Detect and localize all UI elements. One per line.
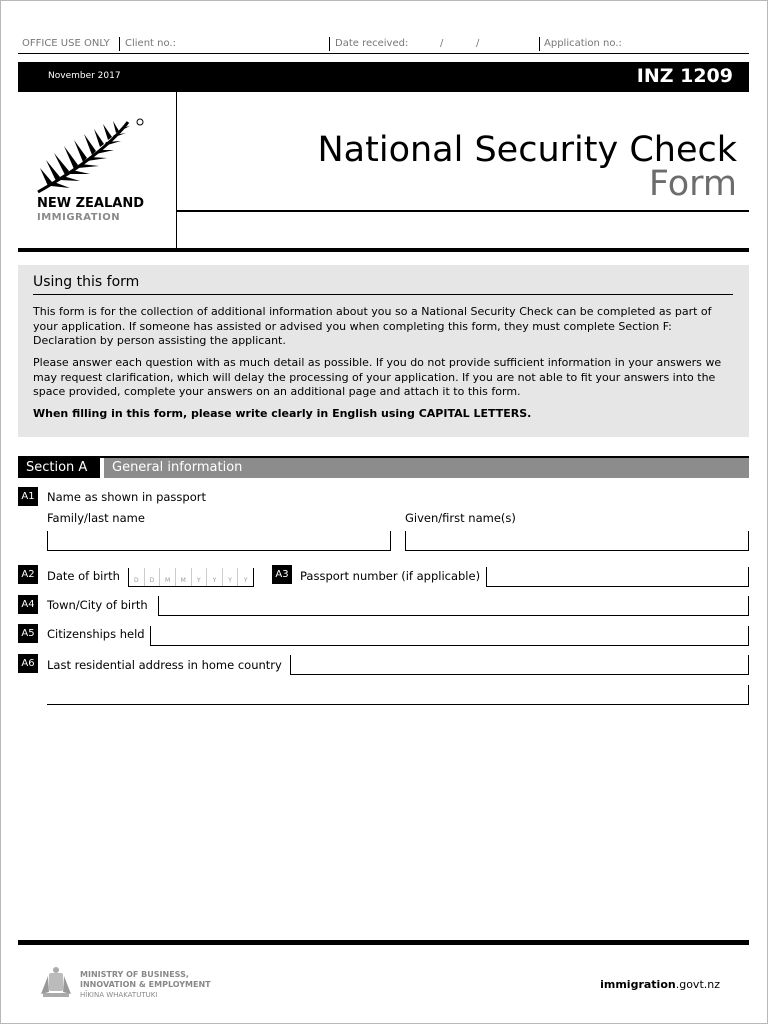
- website-bold: immigration: [600, 978, 676, 991]
- logo-immigration: IMMIGRATION: [37, 212, 121, 223]
- application-no-label: Application no.:: [544, 38, 622, 49]
- town-city-of-birth-field[interactable]: [158, 596, 749, 616]
- dob-day-digit-1[interactable]: D: [129, 568, 145, 586]
- question-number-a5: A5: [18, 624, 38, 643]
- page-title: National Security Check: [317, 130, 737, 170]
- question-number-a6: A6: [18, 654, 38, 673]
- ministry-line-1: MINISTRY OF BUSINESS,: [80, 970, 189, 979]
- dob-month-digit-2[interactable]: M: [176, 568, 192, 586]
- dob-day-digit-2[interactable]: D: [145, 568, 161, 586]
- passport-number-field[interactable]: [486, 567, 749, 587]
- intro-paragraph-1: This form is for the collection of additional information about you so a National Security Check can be completed as part of your application. If someone has assisted or advised you when completing this form, they must complete Section F: Declaration by person assisting the applicant.: [33, 305, 712, 347]
- given-name-label: Given/first name(s): [405, 511, 516, 525]
- office-use-strip: [18, 37, 749, 54]
- office-separator: [539, 37, 540, 51]
- using-this-form-panel: [18, 265, 749, 437]
- dob-month-digit-1[interactable]: M: [160, 568, 176, 586]
- logo-new-zealand: NEW ZEALAND: [37, 196, 145, 211]
- ministry-line-3: HĪKINA WHAKATUTUKI: [80, 991, 158, 999]
- intro-paragraph-3: When filling in this form, please write clearly in English using CAPITAL LETTERS.: [33, 407, 532, 420]
- footer-rule: [18, 940, 749, 945]
- office-separator: [119, 37, 120, 51]
- coat-of-arms-icon: [38, 966, 74, 1000]
- question-label-a5: Citizenships held: [47, 627, 145, 641]
- question-number-a3: A3: [272, 565, 292, 584]
- question-label-a3: Passport number (if applicable): [300, 569, 481, 583]
- dob-year-digit-1[interactable]: Y: [192, 568, 208, 586]
- website-domain: .govt.nz: [675, 978, 720, 991]
- family-name-label: Family/last name: [47, 511, 145, 525]
- title-underline: [176, 210, 749, 212]
- dob-year-digit-3[interactable]: Y: [223, 568, 239, 586]
- intro-paragraph-2: Please answer each question with as much detail as possible. If you do not provide sufficient information in your answers we may request clarification, which will delay the processing of your application. If you are not able to fit your answers into the space provided, complete your answers on an additional page and attach it to this form.: [33, 356, 722, 398]
- client-no-label: Client no.:: [125, 38, 176, 49]
- date-of-birth-field[interactable]: [128, 568, 254, 587]
- address-field-line-1[interactable]: [290, 655, 749, 675]
- top-bar: [18, 62, 749, 92]
- nz-fern-logo: [36, 116, 146, 196]
- header-divider: [176, 92, 177, 248]
- family-name-field[interactable]: [47, 531, 391, 551]
- question-label-a4: Town/City of birth: [47, 598, 148, 612]
- section-label: Section A: [18, 458, 100, 478]
- office-use-label: OFFICE USE ONLY: [22, 38, 110, 49]
- question-number-a4: A4: [18, 595, 38, 614]
- dob-year-digit-4[interactable]: Y: [243, 577, 248, 584]
- question-label-a6: Last residential address in home country: [47, 658, 282, 672]
- form-date: November 2017: [48, 71, 121, 81]
- question-label-a1: Name as shown in passport: [47, 490, 206, 504]
- form-header: [18, 92, 749, 252]
- question-number-a1: A1: [18, 487, 38, 506]
- question-label-a2: Date of birth: [47, 569, 120, 583]
- form-code: INZ 1209: [636, 65, 733, 87]
- dob-year-digit-2[interactable]: Y: [207, 568, 223, 586]
- address-field-line-2[interactable]: [47, 685, 749, 705]
- office-separator: [329, 37, 330, 51]
- question-number-a2: A2: [18, 565, 38, 584]
- intro-heading: Using this form: [33, 274, 733, 295]
- date-slash: /: [440, 38, 444, 49]
- given-name-field[interactable]: [405, 531, 749, 551]
- website-link[interactable]: [600, 978, 720, 991]
- ministry-text: [80, 970, 211, 1000]
- date-slash: /: [476, 38, 480, 49]
- section-title: General information: [104, 458, 749, 478]
- ministry-line-2: INNOVATION & EMPLOYMENT: [80, 980, 211, 989]
- date-received-label: Date received:: [335, 38, 409, 49]
- page-subtitle: Form: [648, 164, 737, 204]
- fern-icon: [36, 116, 146, 196]
- citizenships-field[interactable]: [150, 626, 749, 646]
